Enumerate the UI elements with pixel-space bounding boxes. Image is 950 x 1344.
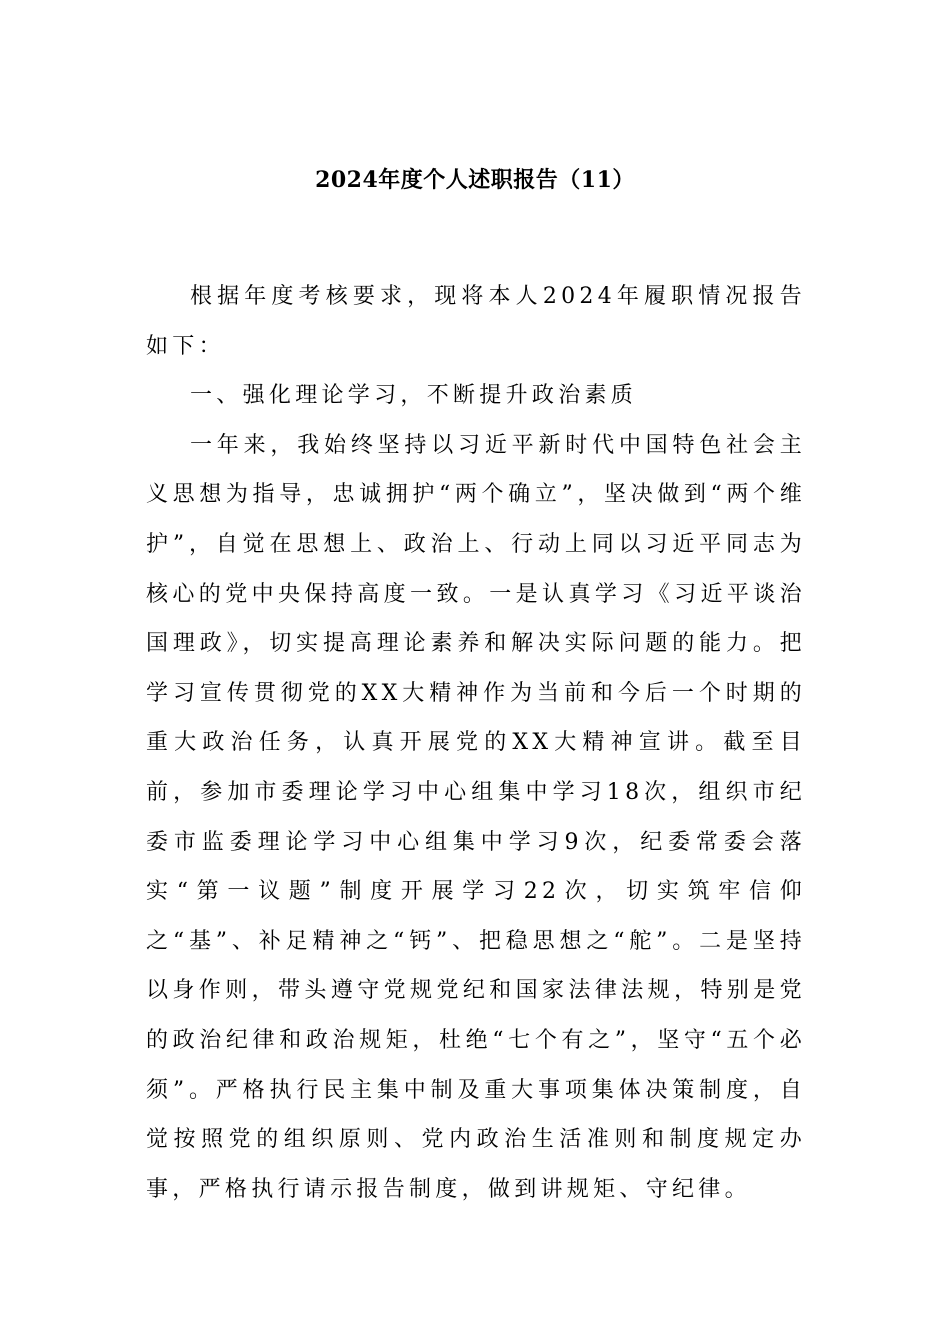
paragraph-content: 一年来，我始终坚持以习近平新时代中国特色社会主义思想为指导，忠诚拥护“两个确立”，坚决做到“两个维护”，自觉在思想上、政治上、行动上同以习近平同志为核心的党中央保持高度一致。一是认真学习《习近平谈治国理政》，切实提高理论素养和解决实际问题的能力。把学习宣传贯彻党的XX大精神作为当前和今后一个时期的重大政治任务，认真开展党的XX大精神宣讲。截至目前，参加市委理论学习中心组集中学习18次，组织市纪委市监委理论学习中心组集中学习9次，纪委常委会落实“第一议题”制度开展学习22次，切实筑牢信仰之“基”、补足精神之“钙”、把稳思想之“舵”。二是坚持以身作则，带头遵守党规党纪和国家法律法规，特别是党的政治纪律和政治规矩，杜绝“七个有之”，坚守“五个必须”。严格执行民主集中制及重大事项集体决策制度，自觉按照党的组织原则、党内政治生活准则和制度规定办事，严格执行请示报告制度，做到讲规矩、守纪律。 <box>146 432 806 1202</box>
section-heading: 一、强化理论学习，不断提升政治素质 <box>190 383 638 409</box>
document-title: 2024年度个人述职报告（11） <box>315 167 635 193</box>
document-body <box>146 272 806 1214</box>
paragraph-intro: 根据年度考核要求，现将本人2024年履职情况报告如下： <box>146 284 806 359</box>
